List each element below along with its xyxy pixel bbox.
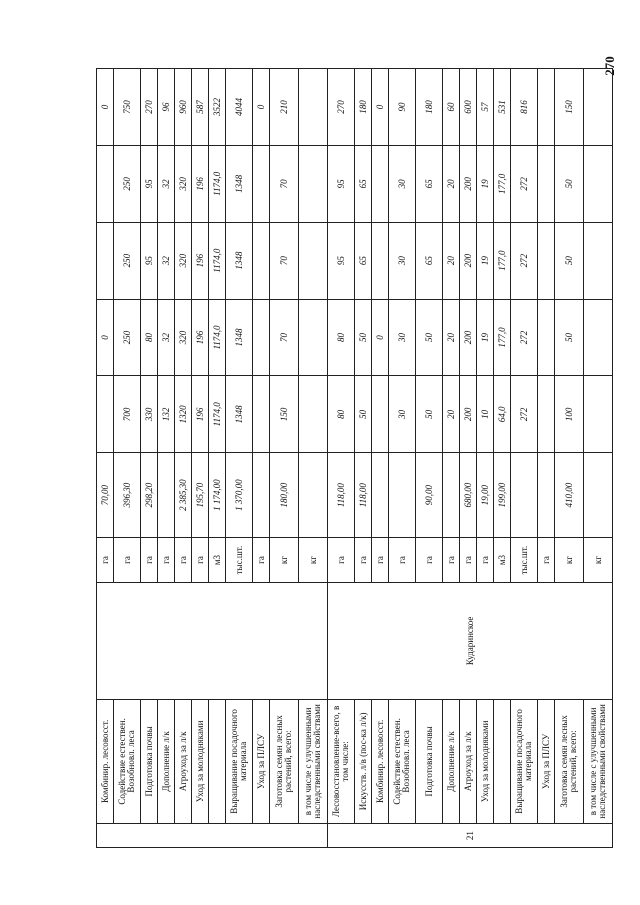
year-1-cell (584, 376, 613, 453)
year-2-cell: 50 (355, 299, 372, 376)
activity-name-cell: Выращивание посадочного материала (511, 699, 538, 824)
activity-name-cell: Заготовка семян лесных растений, всего: (555, 699, 584, 824)
year-4-cell: 320 (175, 145, 192, 222)
year-4-cell: 1174,0 (209, 145, 226, 222)
actual-value-cell: 298,20 (141, 453, 158, 538)
unit-cell: кг (555, 538, 584, 583)
year-3-cell: 320 (175, 222, 192, 299)
year-2-cell (584, 299, 613, 376)
activity-name-cell: Агроуход за л/к (460, 699, 477, 824)
activity-name-cell: Заготовка семян лесных растений, всего: (270, 699, 299, 824)
total-cell: 180 (416, 69, 443, 146)
year-1-cell: 1348 (226, 376, 253, 453)
year-3-cell (253, 222, 270, 299)
year-2-cell: 0 (97, 299, 114, 376)
total-cell: 0 (97, 69, 114, 146)
year-1-cell (253, 376, 270, 453)
year-2-cell: 200 (460, 299, 477, 376)
year-4-cell: 95 (141, 145, 158, 222)
year-2-cell: 20 (443, 299, 460, 376)
unit-cell: м3 (209, 538, 226, 583)
activity-name-cell: Дополнение л/к (158, 699, 175, 824)
table-row (494, 69, 511, 848)
year-1-cell (97, 376, 114, 453)
year-4-cell (372, 145, 389, 222)
forest-activities-table (96, 68, 613, 848)
activity-name-cell: Уход за молодняками (477, 699, 494, 824)
actual-value-cell: 410,00 (555, 453, 584, 538)
table-row (175, 69, 192, 848)
total-cell (584, 69, 613, 146)
year-4-cell: 50 (555, 145, 584, 222)
year-2-cell: 19 (477, 299, 494, 376)
unit-cell: га (192, 538, 209, 583)
total-cell (538, 69, 555, 146)
table-row (253, 69, 270, 848)
year-4-cell (97, 145, 114, 222)
total-cell: 960 (175, 69, 192, 146)
actual-value-cell: 19,00 (477, 453, 494, 538)
total-cell: 0 (253, 69, 270, 146)
activity-name-cell: Лесовосстановление-всего, в том числе: (328, 699, 355, 824)
year-2-cell: 196 (192, 299, 209, 376)
unit-cell: га (355, 538, 372, 583)
year-4-cell: 196 (192, 145, 209, 222)
activity-name-cell: Содействие естествен. Возобновл. леса (389, 699, 416, 824)
year-1-cell: 20 (443, 376, 460, 453)
forestry-cell-empty (97, 583, 328, 700)
year-3-cell: 1348 (226, 222, 253, 299)
year-4-cell: 19 (477, 145, 494, 222)
year-2-cell: 177,0 (494, 299, 511, 376)
year-3-cell: 30 (389, 222, 416, 299)
year-3-cell: 19 (477, 222, 494, 299)
actual-value-cell: 118,00 (355, 453, 372, 538)
unit-cell: га (372, 538, 389, 583)
activity-name-cell: в том числе с улучшенными наследственными свойствами (584, 699, 613, 824)
activity-name-cell: Выращивание посадочного материала (226, 699, 253, 824)
table-row (511, 69, 538, 848)
year-4-cell: 250 (114, 145, 141, 222)
year-3-cell (584, 222, 613, 299)
table-row (158, 69, 175, 848)
total-cell: 96 (158, 69, 175, 146)
actual-value-cell: 195,70 (192, 453, 209, 538)
unit-cell: га (460, 538, 477, 583)
total-cell: 90 (389, 69, 416, 146)
actual-value-cell (372, 453, 389, 538)
table-body-part-1 (97, 69, 328, 848)
year-4-cell: 272 (511, 145, 538, 222)
table-row (270, 69, 299, 848)
activity-name-cell: Уход за ПЛСУ (253, 699, 270, 824)
actual-value-cell: 180,00 (270, 453, 299, 538)
table-row (372, 69, 389, 848)
total-cell: 600 (460, 69, 477, 146)
actual-value-cell: 1 370,00 (226, 453, 253, 538)
year-1-cell: 330 (141, 376, 158, 453)
year-4-cell: 1348 (226, 145, 253, 222)
year-1-cell: 132 (158, 376, 175, 453)
year-4-cell: 95 (328, 145, 355, 222)
year-3-cell: 200 (460, 222, 477, 299)
total-cell: 750 (114, 69, 141, 146)
table-row (328, 69, 355, 848)
year-4-cell (584, 145, 613, 222)
year-2-cell (299, 299, 328, 376)
table-row (97, 69, 114, 848)
activity-name-cell: Подготовка почвы (416, 699, 443, 824)
unit-cell: га (443, 538, 460, 583)
actual-value-cell (538, 453, 555, 538)
year-2-cell: 70 (270, 299, 299, 376)
table-row (141, 69, 158, 848)
year-1-cell: 196 (192, 376, 209, 453)
actual-value-cell (511, 453, 538, 538)
activity-name-cell: Агроуход за л/к (175, 699, 192, 824)
actual-value-cell (389, 453, 416, 538)
year-3-cell: 196 (192, 222, 209, 299)
total-cell: 60 (443, 69, 460, 146)
year-2-cell: 80 (328, 299, 355, 376)
total-cell: 531 (494, 69, 511, 146)
unit-cell: га (328, 538, 355, 583)
table-row (226, 69, 253, 848)
year-3-cell: 50 (555, 222, 584, 299)
activity-name-cell: Комбинир. лесовосст. (97, 699, 114, 824)
actual-value-cell (253, 453, 270, 538)
unit-cell: га (141, 538, 158, 583)
year-1-cell (299, 376, 328, 453)
year-2-cell: 1348 (226, 299, 253, 376)
unit-cell: га (114, 538, 141, 583)
year-4-cell: 177,0 (494, 145, 511, 222)
year-2-cell: 0 (372, 299, 389, 376)
activity-name-cell: Содействие естествен. Возобновл. леса (114, 699, 141, 824)
year-2-cell: 320 (175, 299, 192, 376)
forestry-name-cell: Кударинское (328, 583, 613, 700)
block-number-cell: 21 (328, 824, 613, 848)
table-row (443, 69, 460, 848)
total-cell: 587 (192, 69, 209, 146)
activity-name-cell: Подготовка почвы (141, 699, 158, 824)
year-2-cell: 80 (141, 299, 158, 376)
year-4-cell (253, 145, 270, 222)
total-cell: 210 (270, 69, 299, 146)
year-4-cell: 30 (389, 145, 416, 222)
actual-value-cell: 2 385,30 (175, 453, 192, 538)
actual-value-cell: 1 174,00 (209, 453, 226, 538)
table-row (299, 69, 328, 848)
year-1-cell: 1320 (175, 376, 192, 453)
total-cell: 3522 (209, 69, 226, 146)
unit-cell: тыс.шт. (226, 538, 253, 583)
actual-value-cell (299, 453, 328, 538)
unit-cell: га (538, 538, 555, 583)
activity-name-cell (494, 699, 511, 824)
year-4-cell (299, 145, 328, 222)
unit-cell: га (416, 538, 443, 583)
table-row (114, 69, 141, 848)
unit-cell: га (175, 538, 192, 583)
year-3-cell: 1174,0 (209, 222, 226, 299)
table-row (460, 69, 477, 848)
year-1-cell: 50 (355, 376, 372, 453)
year-3-cell: 95 (141, 222, 158, 299)
year-3-cell: 177,0 (494, 222, 511, 299)
actual-value-cell: 680,00 (460, 453, 477, 538)
year-3-cell (372, 222, 389, 299)
year-3-cell: 32 (158, 222, 175, 299)
year-3-cell: 70 (270, 222, 299, 299)
year-1-cell: 64,0 (494, 376, 511, 453)
year-2-cell: 272 (511, 299, 538, 376)
year-1-cell: 150 (270, 376, 299, 453)
year-2-cell: 1174,0 (209, 299, 226, 376)
actual-value-cell: 90,00 (416, 453, 443, 538)
year-1-cell: 80 (328, 376, 355, 453)
unit-cell: га (253, 538, 270, 583)
actual-value-cell: 118,00 (328, 453, 355, 538)
actual-value-cell: 70,00 (97, 453, 114, 538)
unit-cell: га (389, 538, 416, 583)
year-3-cell: 20 (443, 222, 460, 299)
year-2-cell: 250 (114, 299, 141, 376)
year-4-cell: 32 (158, 145, 175, 222)
activity-name-cell: в том числе с улучшенными наследственными свойствами (299, 699, 328, 824)
total-cell: 816 (511, 69, 538, 146)
total-cell: 4044 (226, 69, 253, 146)
year-1-cell (538, 376, 555, 453)
year-4-cell: 200 (460, 145, 477, 222)
total-cell (299, 69, 328, 146)
table-row (538, 69, 555, 848)
year-1-cell (372, 376, 389, 453)
activity-name-cell: Дополнение л/к (443, 699, 460, 824)
year-1-cell: 50 (416, 376, 443, 453)
year-4-cell: 65 (355, 145, 372, 222)
total-cell: 270 (328, 69, 355, 146)
unit-cell: кг (584, 538, 613, 583)
total-cell: 0 (372, 69, 389, 146)
unit-cell: га (97, 538, 114, 583)
year-1-cell: 10 (477, 376, 494, 453)
activity-name-cell: Уход за молодняками (192, 699, 209, 824)
actual-value-cell: 199,00 (494, 453, 511, 538)
year-4-cell: 20 (443, 145, 460, 222)
year-3-cell (97, 222, 114, 299)
year-3-cell: 272 (511, 222, 538, 299)
unit-cell: кг (299, 538, 328, 583)
year-4-cell: 65 (416, 145, 443, 222)
table-row (192, 69, 209, 848)
year-3-cell: 65 (416, 222, 443, 299)
year-2-cell (538, 299, 555, 376)
table-body-part-2 (328, 69, 613, 848)
year-1-cell: 200 (460, 376, 477, 453)
year-3-cell: 250 (114, 222, 141, 299)
actual-value-cell (158, 453, 175, 538)
year-1-cell: 30 (389, 376, 416, 453)
year-1-cell: 272 (511, 376, 538, 453)
year-1-cell: 100 (555, 376, 584, 453)
year-3-cell: 65 (355, 222, 372, 299)
total-cell: 180 (355, 69, 372, 146)
table-row (389, 69, 416, 848)
table-row (584, 69, 613, 848)
year-3-cell (299, 222, 328, 299)
total-cell: 270 (141, 69, 158, 146)
activity-name-cell (209, 699, 226, 824)
year-3-cell (538, 222, 555, 299)
year-2-cell: 50 (555, 299, 584, 376)
actual-value-cell (443, 453, 460, 538)
actual-value-cell: 396,30 (114, 453, 141, 538)
total-cell: 57 (477, 69, 494, 146)
year-2-cell: 50 (416, 299, 443, 376)
year-4-cell: 70 (270, 145, 299, 222)
year-3-cell: 95 (328, 222, 355, 299)
year-1-cell: 1174,0 (209, 376, 226, 453)
table-canvas (96, 68, 607, 848)
total-cell: 150 (555, 69, 584, 146)
unit-cell: м3 (494, 538, 511, 583)
activity-name-cell: Искусств. л/в (пос-ка л/к) (355, 699, 372, 824)
year-4-cell (538, 145, 555, 222)
table-row (416, 69, 443, 848)
unit-cell: кг (270, 538, 299, 583)
year-2-cell: 30 (389, 299, 416, 376)
table-row (555, 69, 584, 848)
page-number: 270 (602, 56, 617, 76)
actual-value-cell (584, 453, 613, 538)
unit-cell: га (158, 538, 175, 583)
unit-cell: га (477, 538, 494, 583)
table-row (477, 69, 494, 848)
year-2-cell (253, 299, 270, 376)
activity-name-cell: Комбинир. лесовосст. (372, 699, 389, 824)
table-row (209, 69, 226, 848)
activity-name-cell: Уход за ПЛСУ (538, 699, 555, 824)
table-row (355, 69, 372, 848)
unit-cell: тыс.шт. (511, 538, 538, 583)
year-2-cell: 32 (158, 299, 175, 376)
block-number-cell-empty (97, 824, 328, 848)
year-1-cell: 700 (114, 376, 141, 453)
